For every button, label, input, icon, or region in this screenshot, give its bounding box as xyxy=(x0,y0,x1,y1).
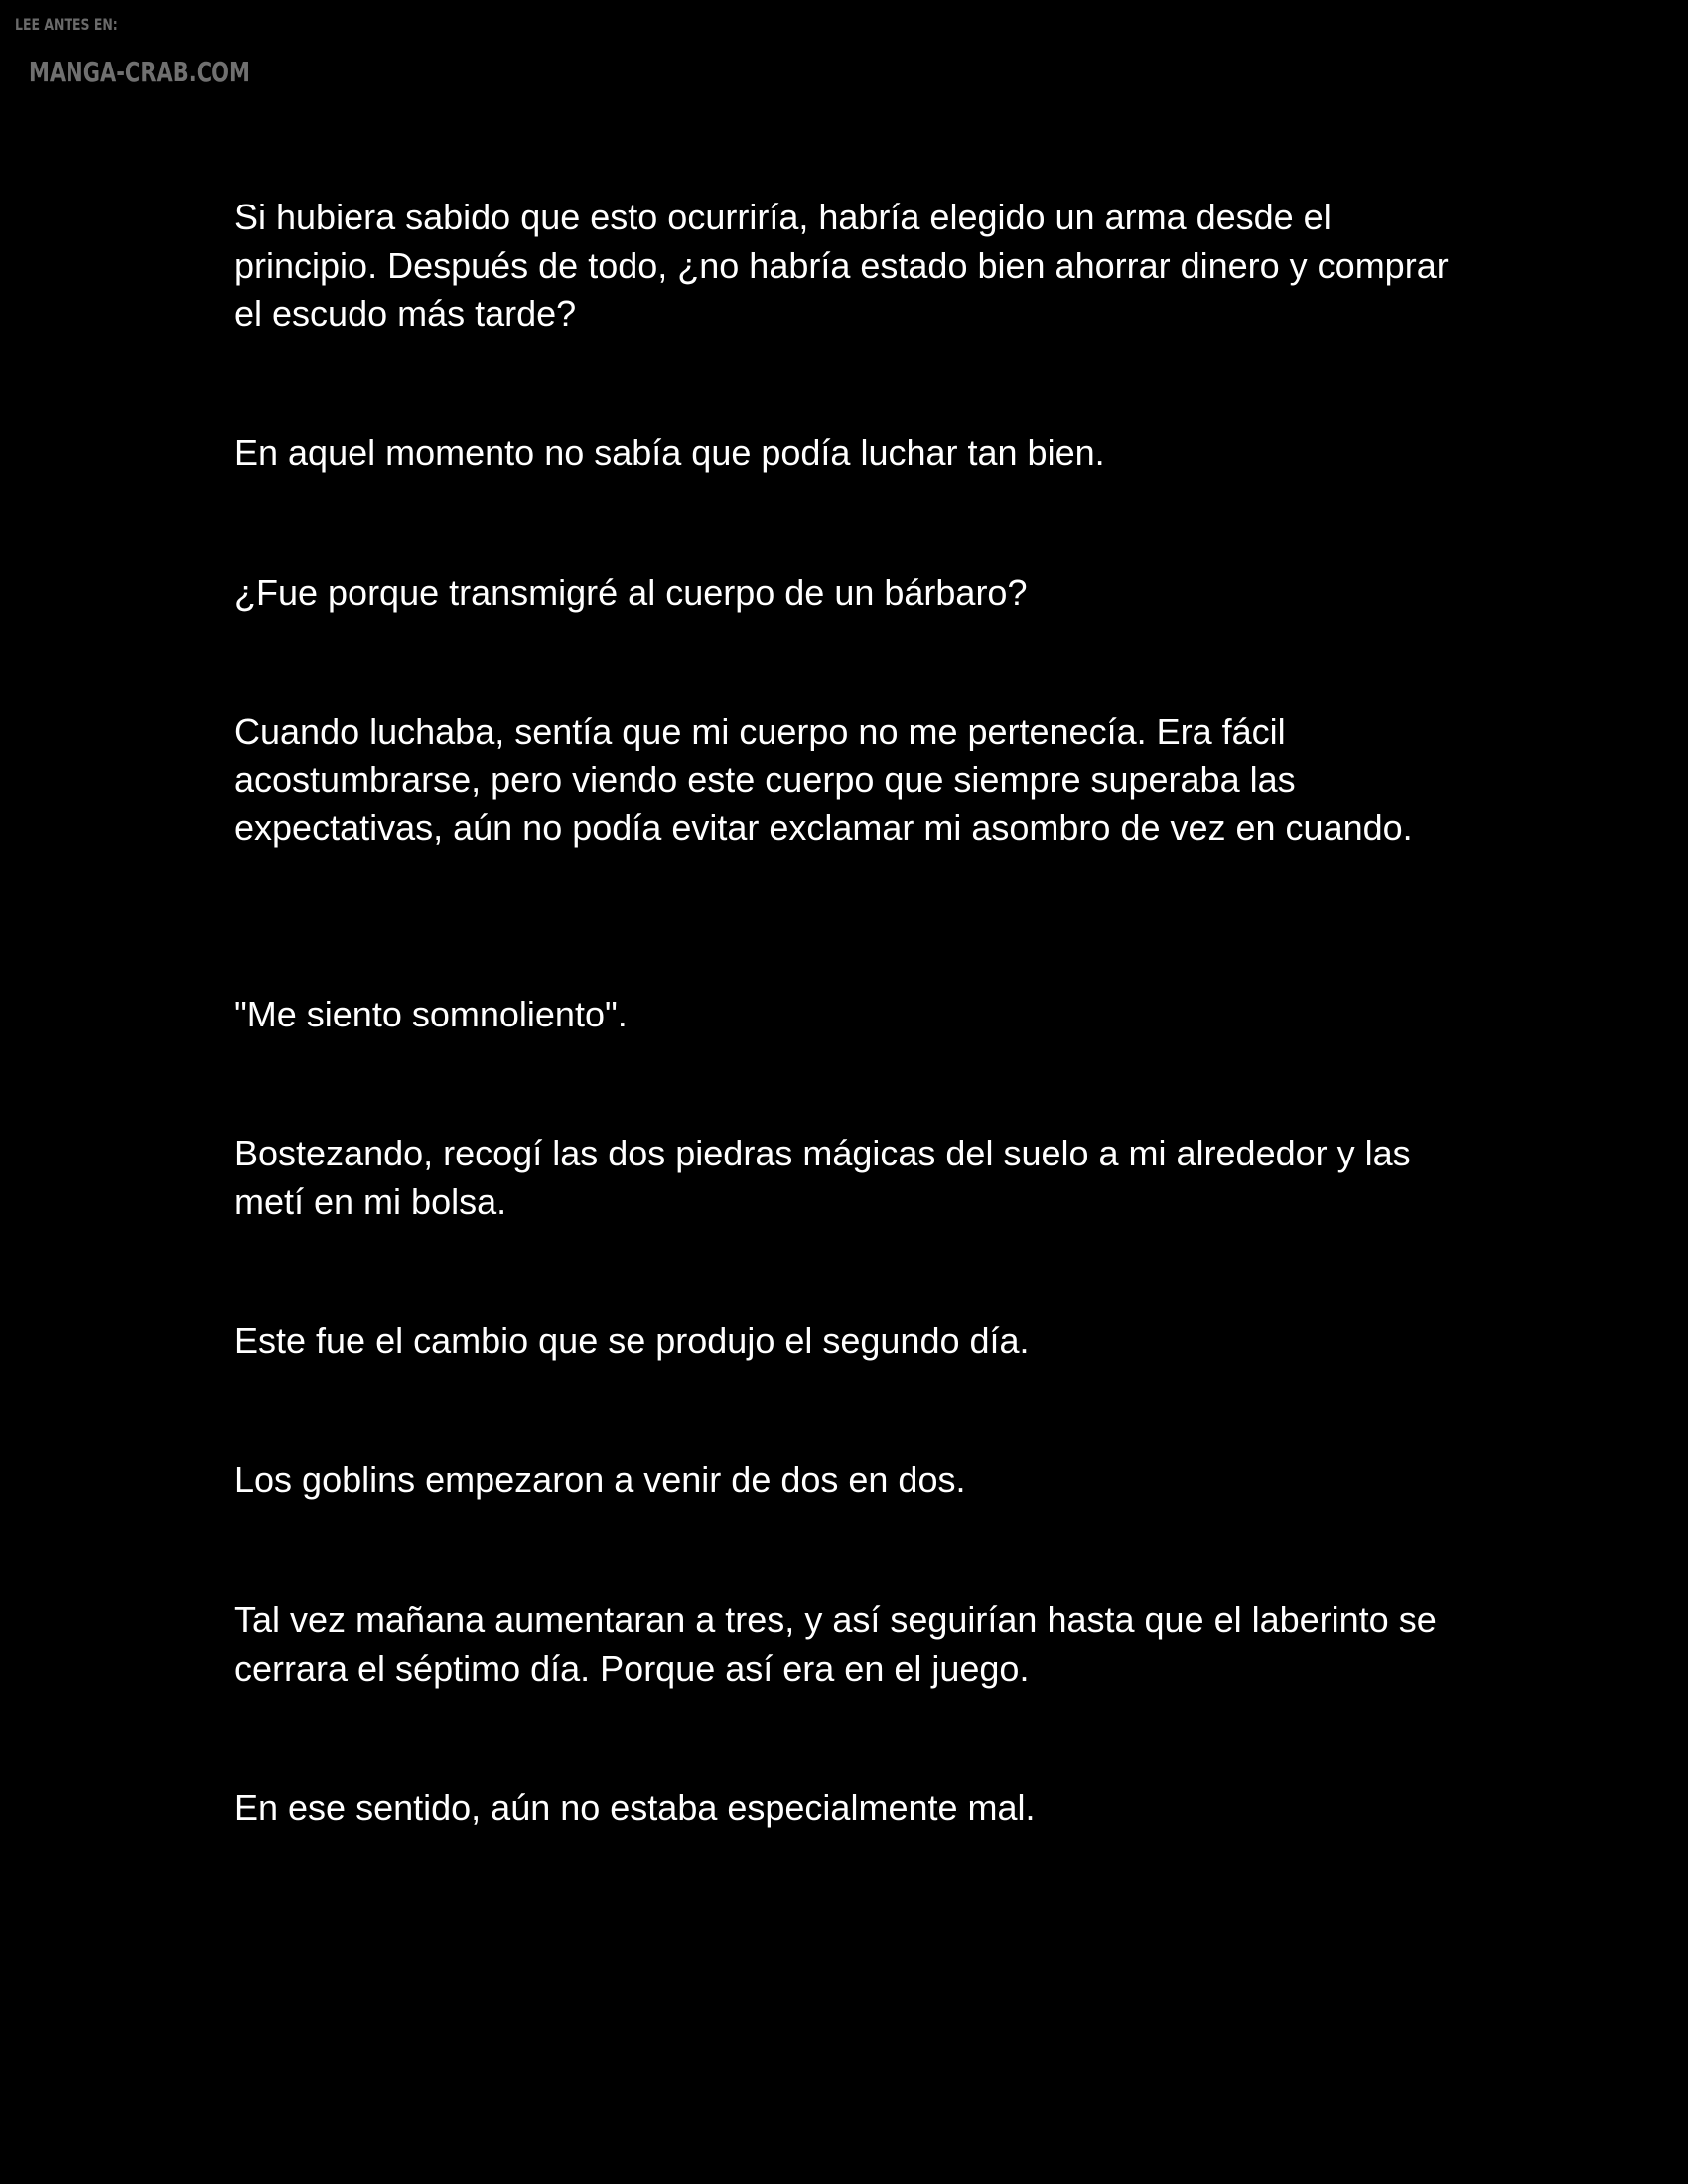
paragraph-1: Si hubiera sabido que esto ocurriría, habría elegido un arma desde el principio. Después de todo, ¿no habría estado bien ahorrar dinero y comprar el escudo más tarde? xyxy=(234,197,1449,334)
paragraph-2: En aquel momento no sabía que podía luchar tan bien. xyxy=(234,432,1105,473)
paragraph-3: ¿Fue porque transmigré al cuerpo de un bárbaro? xyxy=(234,572,1028,613)
watermark-caption: LEE ANTES EN: xyxy=(15,15,118,34)
paragraph-10: En ese sentido, aún no estaba especialmente mal. xyxy=(234,1787,1036,1828)
watermark-site: MANGA-CRAB.COM xyxy=(29,56,250,88)
paragraph-9: Tal vez mañana aumentaran a tres, y así seguirían hasta que el laberinto se cerrara el séptimo día. Porque así era en el juego. xyxy=(234,1599,1437,1689)
paragraph-6: Bostezando, recogí las dos piedras mágicas del suelo a mi alrededor y las metí en mi bolsa. xyxy=(234,1133,1411,1222)
paragraph-4: Cuando luchaba, sentía que mi cuerpo no me pertenecía. Era fácil acostumbrarse, pero viendo este cuerpo que siempre superaba las expectativas, aún no podía evitar exclamar mi asombro de vez en cuando. xyxy=(234,711,1413,848)
watermark xyxy=(0,0,318,109)
paragraph-8: Los goblins empezaron a venir de dos en dos. xyxy=(234,1459,966,1500)
paragraph-7: Este fue el cambio que se produjo el segundo día. xyxy=(234,1320,1030,1361)
paragraph-5: "Me siento somnoliento". xyxy=(234,994,628,1034)
